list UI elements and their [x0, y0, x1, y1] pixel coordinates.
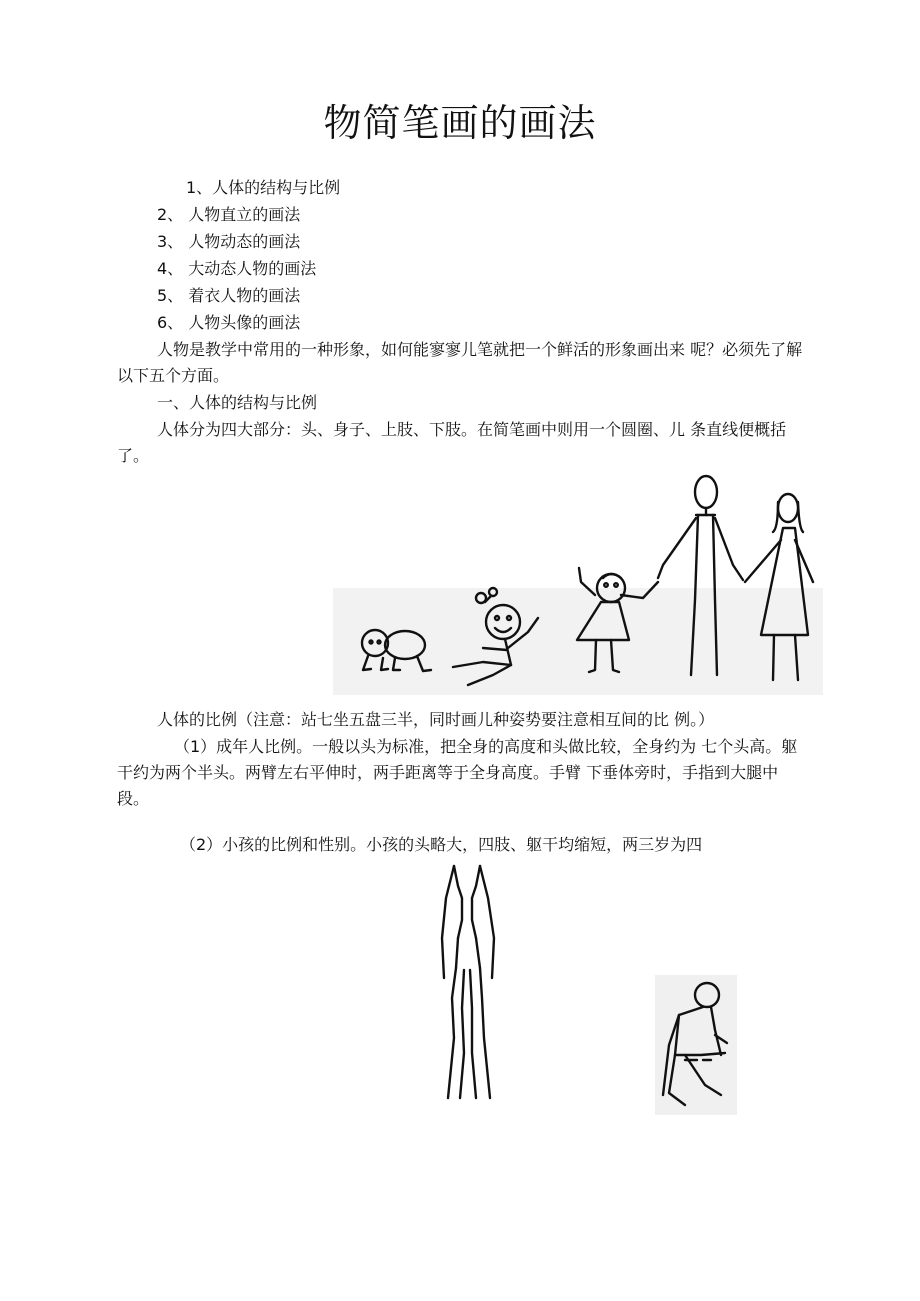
- toc-item-4: 4、 大动态人物的画法: [157, 259, 317, 278]
- toc-item-2: 2、 人物直立的画法: [157, 205, 301, 224]
- section1-heading: 一、人体的结构与比例: [157, 393, 318, 412]
- toc-item-1: 1、人体的结构与比例: [186, 178, 341, 197]
- section1-body: 人体分为四大部分：头、身子、上肢、下肢。在简笔画中则用一个圆圈、儿 条直线便概括了。: [117, 420, 787, 465]
- toc-item-3: 3、 人物动态的画法: [157, 232, 301, 251]
- page-title: 物简笔画的画法: [323, 101, 597, 145]
- adult-proportion-paragraph: （1）成年人比例。一般以头为标准，把全身的高度和头做比较，全身约为 七个头高。躯干约为两个半头。两臂左右平伸时，两手距离等于全身高度。手臂 下垂体旁时，手指到大腿中段。: [117, 737, 798, 808]
- adult-standing-proportion-figure: [432, 858, 502, 1108]
- family-stick-figures-illustration: [333, 470, 823, 695]
- toc-item-5: 5、 着衣人物的画法: [157, 286, 301, 305]
- proportion-note: 人体的比例（注意：站七坐五盘三半，同时画儿种姿势要注意相互间的比 例。）: [157, 710, 715, 729]
- squatting-proportion-figure: [655, 975, 737, 1115]
- toc-item-6: 6、 人物头像的画法: [157, 313, 301, 332]
- child-proportion-text: （2）小孩的比例和性别。小孩的头略大，四肢、躯干均缩短，两三岁为四: [180, 835, 703, 854]
- intro-paragraph: 人物是教学中常用的一种形象，如何能寥寥儿笔就把一个鲜活的形象画出来 呢？必须先了解以下五个方面。: [117, 340, 803, 385]
